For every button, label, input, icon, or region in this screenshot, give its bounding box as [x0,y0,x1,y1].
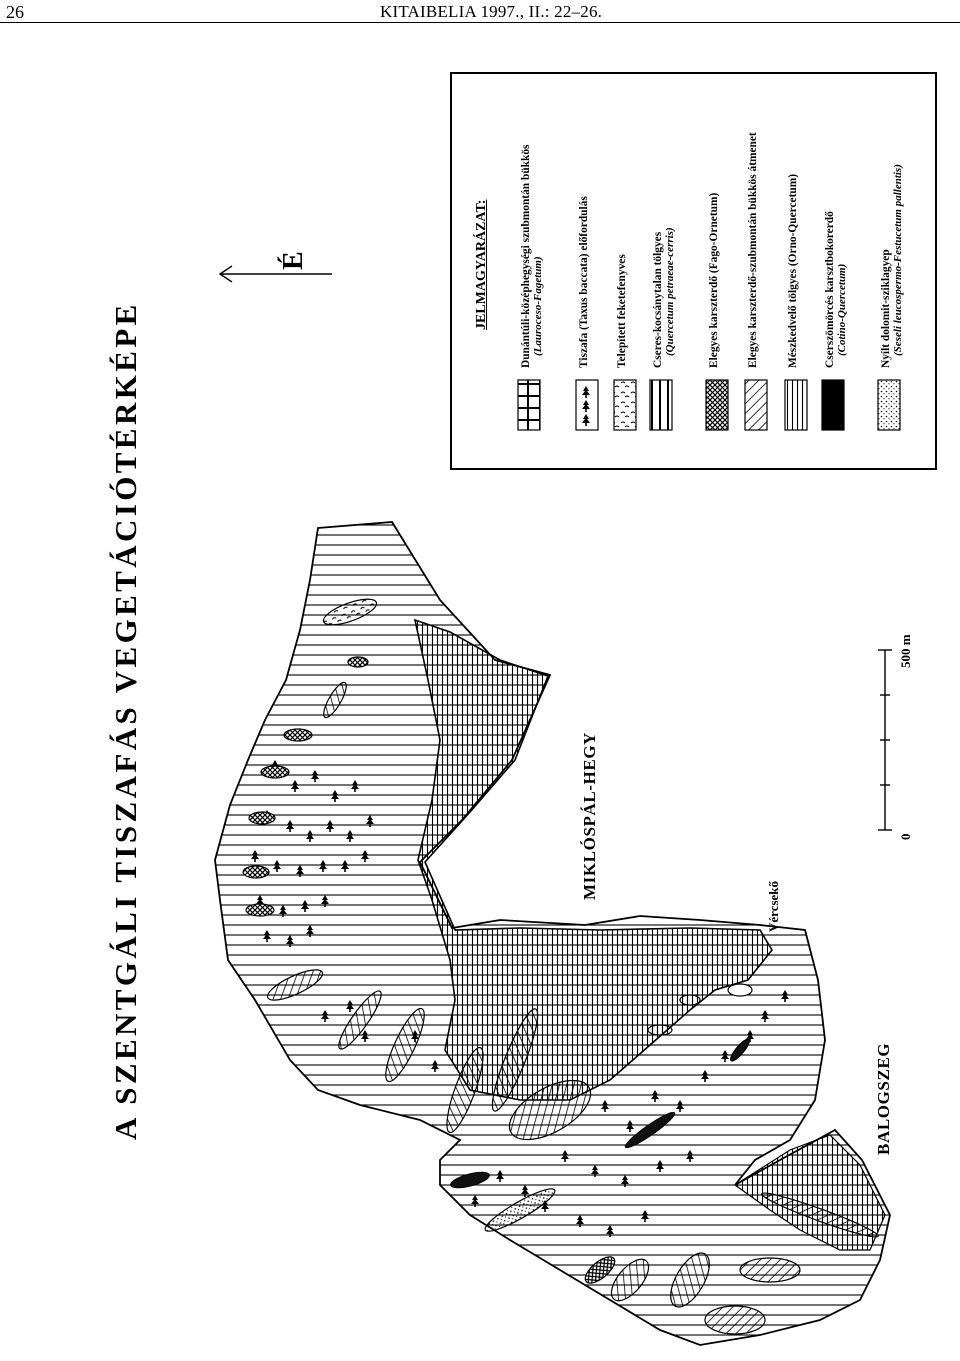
running-head: KITAIBELIA 1997., II.: 22–26. [380,2,603,21]
page-number: 26 [6,2,24,22]
legend-item-9: Nyílt dolomit-sziklagyep (Seseli leucospermo-Festucetum pallentis) [880,164,904,368]
label-balogszeg: BALOGSZEG [874,1042,893,1155]
scale-end-label: 500 m [898,634,913,668]
map-title: A SZENTGÁLI TISZAFÁS VEGETÁCIÓTÉRKÉPE [108,301,143,1140]
north-arrow-icon [220,266,332,282]
legend-item-6: Elegyes karszterdő-szubmontán bükkös átmenet [747,132,759,368]
legend-item-5: Elegyes karszterdő (Fago-Ornetum) [708,192,720,368]
legend-item-3: Telepített feketefenyves [616,254,628,368]
legend-item-4: Cseres-kocsánytalan tölgyes (Quercetum petraeae-cerris) [652,227,676,368]
legend-item-8: Cserszömörcés karsztbokorerdő (Cotino-Quercetum) [824,211,848,368]
legend-item-7: Mészkedvelő tölgyes (Orno-Quercetum) [787,173,799,368]
legend-item-1: Dunántúli-középhegységi szubmontán bükkös (Lauroceso-Fagetum) [520,144,544,368]
scale-start-label: 0 [898,833,913,840]
north-label: É [278,251,309,270]
scale-bar [878,650,892,830]
label-miklospal-hegy: MIKLÓSPÁL-HEGY [580,731,599,900]
legend-item-2: Tiszafa (Taxus baccata) előfordulás [578,196,590,368]
label-vercseko: Vércsekő [766,880,781,932]
legend-title: JELMAGYARÁZAT: [474,199,489,330]
